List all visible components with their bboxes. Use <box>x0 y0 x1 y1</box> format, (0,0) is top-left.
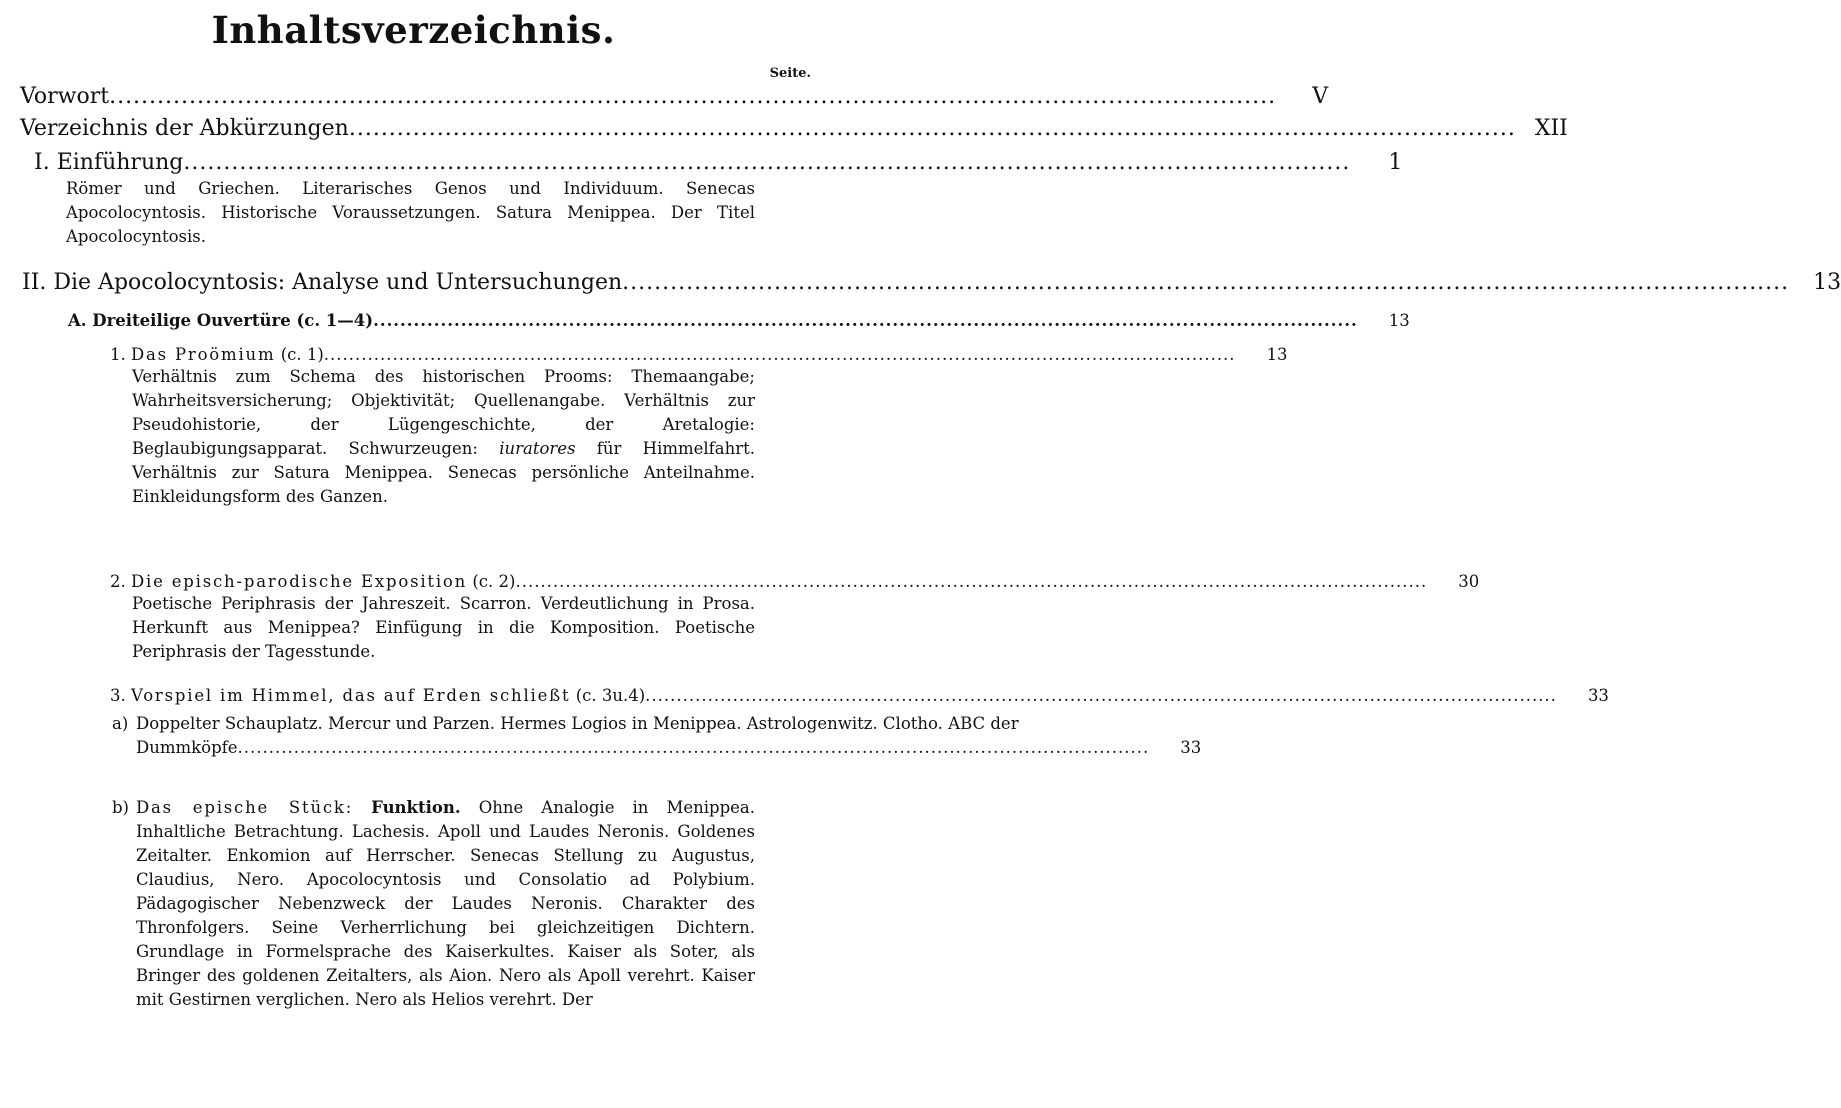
entry-page: XII <box>1534 116 1568 141</box>
italic-term: iuratores <box>499 439 576 458</box>
leader-dots: .................................................................................................................................................. <box>622 270 1790 295</box>
entry-page: 13 <box>1266 345 1288 364</box>
entry-label: Einführung <box>56 150 184 175</box>
leader-dots: .................................................................................................................................................. <box>183 150 1351 175</box>
page-column-label: Seite. <box>769 66 811 81</box>
toc-entry-subsection-3b[interactable] <box>0 796 827 1012</box>
entry-label: Vorspiel im Himmel, das auf Erden schließt <box>131 686 571 705</box>
entry-label-bold: Funktion. <box>371 798 461 817</box>
leader-dots: .................................................................................................................................................. <box>237 738 1150 757</box>
entry-ref: (c. 2) <box>472 572 516 591</box>
entry-description: Poetische Periphrasis der Jahreszeit. Scarron. Verdeutlichung in Prosa. Herkunft aus Menippea? Einfügung in die Komposition. Poetische Periphrasis der Tagesstunde. <box>132 594 755 661</box>
entry-page: 33 <box>1180 738 1202 757</box>
entry-label: Das Proömium <box>131 345 276 364</box>
toc-entry-abkuerzungen[interactable] <box>0 116 1568 141</box>
leader-dots: .................................................................................................................................................. <box>109 84 1277 109</box>
toc-entry-subsection-3a[interactable] <box>0 712 1202 760</box>
entry-page: V <box>1312 84 1329 109</box>
entry-label: Verzeichnis der Abkürzungen <box>20 116 349 141</box>
subsection-number: 1. <box>110 345 126 364</box>
chapter-number: I. <box>34 150 50 175</box>
toc-entry-chapter-1[interactable] <box>0 150 1403 249</box>
entry-ref: (c. 1) <box>280 345 324 364</box>
subsection-number: 3. <box>110 686 126 705</box>
entry-description: Verhältnis zum Schema des historischen Prooms: Themaangabe; Wahrheitsversicherung; Objektivität; Quellenangabe. Verhältnis zur Pseudohistorie, der Lügengeschichte, der Aretalogie: Beglaubigungsapparat. Schwurzeugen: iuratores für Himmelfahrt. Verhältnis zur Satura Menippea. Senecas persönliche Anteilnahme. Einkleidungsform des Ganzen. <box>132 367 756 506</box>
entry-ref: (c. 3u.4) <box>575 686 646 705</box>
entry-page: 30 <box>1458 572 1480 591</box>
toc-entry-chapter-2[interactable] <box>0 270 1841 295</box>
entry-label: Die Apocolocyntosis: Analyse und Untersuchungen <box>53 270 623 295</box>
entry-label: Die episch-parodische Exposition <box>131 572 468 591</box>
subsection-number: 2. <box>110 572 126 591</box>
entry-label: Dummköpfe <box>136 738 238 757</box>
leader-dots: .................................................................................................................................................. <box>515 572 1428 591</box>
chapter-number: II. <box>22 270 47 295</box>
entry-label: A. Dreiteilige Ouvertüre (c. 1—4) <box>68 311 374 330</box>
item-marker: b) <box>112 798 129 817</box>
entry-label: Vorwort <box>20 84 110 109</box>
leader-dots: .................................................................................................................................................. <box>645 686 1557 705</box>
toc-entry-subsection-3[interactable] <box>0 686 1609 705</box>
entry-page: 33 <box>1587 686 1609 705</box>
item-marker: a) <box>112 714 129 733</box>
toc-entry-vorwort[interactable] <box>0 84 1329 109</box>
toc-entry-subsection-2[interactable] <box>0 572 1480 664</box>
leader-dots: .................................................................................................................................................. <box>348 116 1516 141</box>
toc-entry-section-a[interactable] <box>0 311 1410 330</box>
leader-dots: .................................................................................................................................................. <box>373 311 1358 330</box>
entry-page: 13 <box>1388 311 1410 330</box>
leader-dots: .................................................................................................................................................. <box>323 345 1236 364</box>
entry-page: 13 <box>1813 270 1841 295</box>
entry-description: Römer und Griechen. Literarisches Genos und Individuum. Senecas Apocolocyntosis. Historische Voraussetzungen. Satura Menippea. Der Titel Apocolocyntosis. <box>66 179 755 246</box>
entry-description: Doppelter Schauplatz. Mercur und Parzen. Hermes Logios in Menippea. Astrologenwitz. Clotho. ABC der <box>136 714 1019 733</box>
entry-page: 1 <box>1388 150 1403 175</box>
toc-entry-subsection-1[interactable] <box>0 345 1288 509</box>
entry-description: Das epische Stück: Funktion. Ohne Analogie in Menippea. Inhaltliche Betrachtung. Lachesis. Apoll und Laudes Neronis. Goldenes Zeitalter. Enkomion auf Herrscher. Senecas Stellung zu Augustus, Claudius, Nero. Apocolocyntosis und Consolatio ad Polybium. Pädagogischer Nebenzweck der Laudes Neronis. Charakter des Thronfolgers. Seine Verherrlichung bei gleichzeitigen Dichtern. Grundlage in Formelsprache des Kaiserkultes. Kaiser als Soter, als Bringer des goldenen Zeitalters, als Aion. Nero als Apoll verehrt. Kaiser mit Gestirnen verglichen. Nero als Helios verehrt. Der <box>136 798 755 1009</box>
page-title: Inhaltsverzeichnis. <box>211 8 616 52</box>
entry-label: Das epische Stück: <box>136 798 354 817</box>
